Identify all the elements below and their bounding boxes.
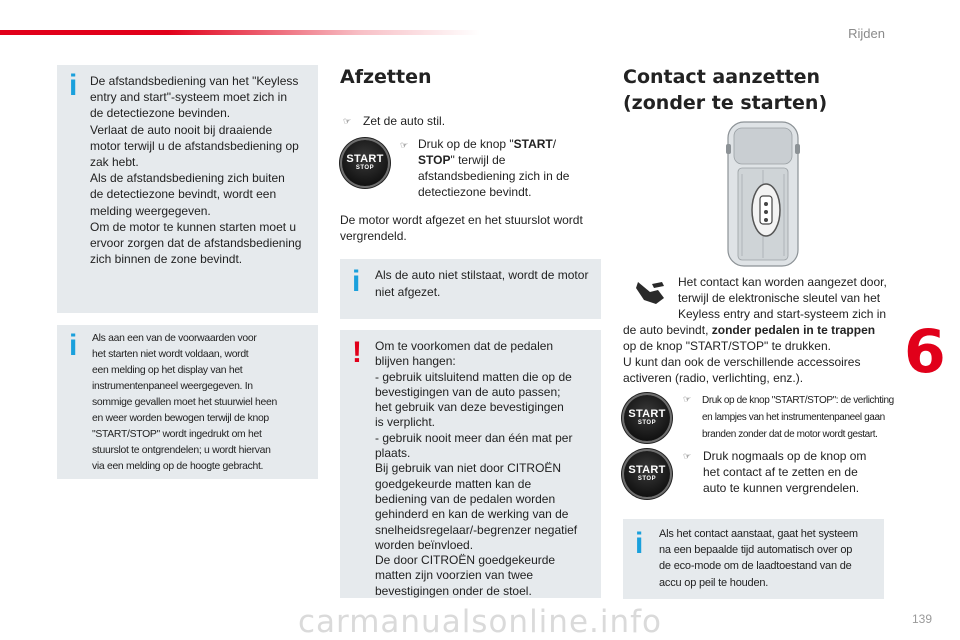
step-stop-car: Zet de auto stil. — [363, 114, 446, 128]
info-text-keyless: De afstandsbediening van het "Keyless entry and start"-systeem moet zich in de detectiezone bevinden. Verlaat de auto nooit bij draaiende motor terwijl u de afstandsbediening op zak hebt. Als de afstandsbediening zich buiten de detectiezone bevindt, wordt een melding weergegeven. Om de motor te kunnen starten moet u ervoor zorgen dat de afstandsbediening zich binnen de zone bevindt. — [90, 74, 302, 267]
info-box-keyless — [57, 65, 318, 313]
chapter-number: 6 — [904, 317, 946, 387]
info-box-not-stationary — [340, 259, 601, 319]
desc-contact-rest: op de knop "START/STOP" te drukken. U kunt dan ook de verschillende accessoires activeren (radio, verlichting, enz.). — [623, 339, 861, 385]
step-first-press: Druk op de knop "START/STOP": de verlichting en lampjes van het instrumentenpaneel gaan branden zonder dat de motor wordt gestart. — [702, 395, 894, 440]
warning-box-pedals — [340, 330, 601, 598]
result-engine-off: De motor wordt afgezet en het stuurslot wordt vergrendeld. — [340, 213, 583, 243]
info-icon: i — [352, 265, 361, 298]
start-stop-button-icon: START STOP — [624, 395, 670, 441]
hand-pointer-bullet-icon: ☞ — [683, 451, 692, 461]
desc-contact-indented: Het contact kan worden aangezet door, terwijl de elektronische sleutel van het Keyless entry and start-systeem zich in — [678, 275, 887, 321]
foot-no-pedal-icon — [632, 278, 668, 308]
info-text-eco-mode: Als het contact aanstaat, gaat het systeem na een bepaalde tijd automatisch over op de eco-mode om de laadtoestand van de accu op peil te houden. — [659, 528, 858, 589]
section-label: Rijden — [848, 26, 885, 41]
car-top-view-illustration — [726, 118, 800, 270]
info-text-not-stationary: Als de auto niet stilstaat, wordt de motor niet afgezet. — [375, 268, 589, 299]
info-text-start-conditions: Als aan een van de voorwaarden voor het starten niet wordt voldaan, wordt een melding op het display van het instrumentenpaneel weergegeven. In sommige gevallen moet het stuurwiel heen en weer worden bewogen terwijl de knop "START/STOP" wordt ingedrukt om het stuurslot te ontgrendelen; u wordt hiervan via een melding op de hoogte gebracht. — [92, 333, 277, 472]
step-second-press: Druk nogmaals op de knop om het contact af te zetten en de auto te kunnen vergrendelen. — [703, 449, 867, 495]
info-icon: i — [69, 69, 78, 102]
title-contact-aanzetten: Contact aanzetten (zonder te starten) — [623, 66, 828, 114]
start-stop-button-icon: START STOP — [342, 140, 388, 186]
info-box-eco-mode — [623, 519, 884, 599]
hand-pointer-bullet-icon: ☞ — [683, 394, 692, 404]
hand-pointer-bullet-icon: ☞ — [343, 116, 352, 126]
watermark-text: carmanualsonline.info — [297, 604, 663, 640]
info-icon: i — [69, 329, 78, 362]
warning-icon: ! — [352, 336, 362, 369]
warning-text-pedals: Om te voorkomen dat de pedalen blijven hangen: - gebruik uitsluitend matten die op de bevestigingen van de auto passen; het gebruik van deze bevestigingen is verplicht. - gebruik nooit meer dan één mat per plaats. Bij gebruik van niet door CITROËN goedgekeurde matten kan de bediening van de pedalen worden gehinderd en kan de werking van de snelheidsregelaar/-begrenzer negatief worden beïnvloed. De door CITROËN goedgekeurde matten zijn voorzien van twee bevestigingen onder de stoel. — [375, 339, 578, 598]
title-afzetten: Afzetten — [340, 66, 432, 88]
step-press-start-stop: Druk op de knop "START/ STOP" terwijl de afstandsbediening zich in de detectiezone bevindt. — [418, 137, 570, 199]
desc-contact-line4: de auto bevindt, zonder pedalen in te trappen — [623, 323, 876, 337]
info-box-start-conditions — [57, 325, 318, 479]
info-icon: i — [635, 527, 644, 560]
header-accent-bar — [0, 30, 480, 35]
start-stop-button-icon: START STOP — [624, 451, 670, 497]
page-number: 139 — [911, 612, 932, 626]
hand-pointer-bullet-icon: ☞ — [400, 140, 409, 150]
